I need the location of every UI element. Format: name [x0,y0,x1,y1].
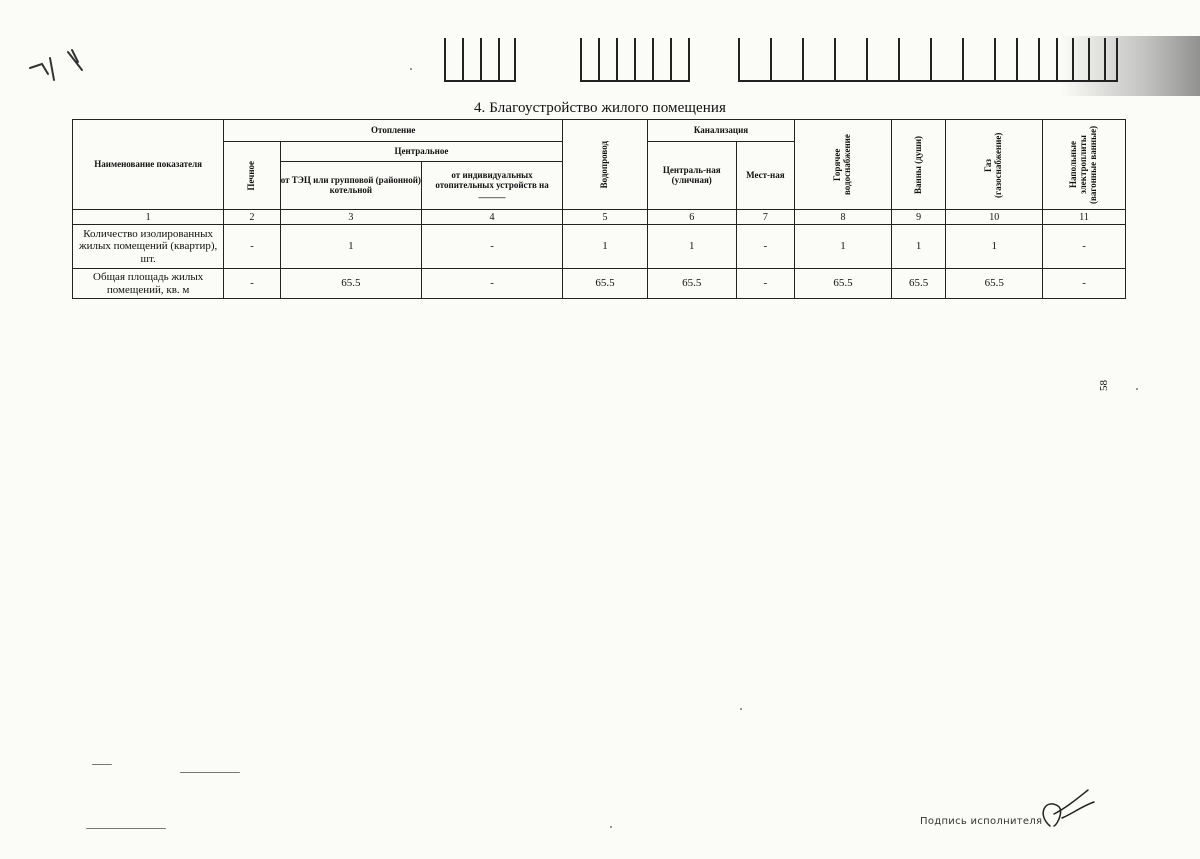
cell-value: - [224,225,280,269]
cell-value: 1 [280,225,421,269]
cell-value: 65.5 [280,269,421,299]
pen-mark [20,40,100,90]
cell-value: 65.5 [795,269,892,299]
header-stove: Печное [224,142,280,210]
amenities-table [72,119,1126,299]
header-from-individual: от индивидуальных отопительных устройств на ______ [421,162,562,210]
column-number: 4 [421,210,562,225]
section-title: 4. Благоустройство жилого помещения [473,100,727,116]
column-number: 1 [73,210,224,225]
cell-value: 1 [647,225,736,269]
table-row [73,269,1126,299]
cell-value: 1 [795,225,892,269]
row-label: Количество изолированных жилых помещений (квартир), шт. [73,225,224,269]
header-sewerage: Канализация [647,120,794,142]
column-number: 9 [891,210,945,225]
column-number: 10 [946,210,1043,225]
header-gas: Газ (газоснабжение) [946,120,1043,210]
header-central: Центральное [280,142,562,162]
cell-value: 1 [563,225,648,269]
barcode-middle [580,38,690,82]
cell-value: 65.5 [563,269,648,299]
column-numbers-row [73,210,1126,225]
page-number: 58 [1098,380,1110,391]
column-number: 5 [563,210,648,225]
column-number: 8 [795,210,892,225]
column-number: 2 [224,210,280,225]
column-number: 6 [647,210,736,225]
signature [1032,784,1102,834]
header-baths: Ванны (души) [891,120,945,210]
cell-value: - [1043,269,1126,299]
cell-value: 1 [946,225,1043,269]
header-from-chp: от ТЭЦ или групповой (районной) котельной [280,162,421,210]
barcode-right [738,38,1118,82]
header-sewer-central: Централь-ная (уличная) [647,142,736,210]
cell-value: 65.5 [891,269,945,299]
header-sewer-local: Мест-ная [736,142,795,210]
cell-value: - [421,225,562,269]
cell-value: - [736,269,795,299]
row-label: Общая площадь жилых помещений, кв. м [73,269,224,299]
cell-value: 65.5 [647,269,736,299]
header-floor-stoves: Напольные электроплиты (вагонные ванные) [1043,120,1126,210]
signature-label: Подпись исполнителя [920,816,1043,827]
cell-value: - [224,269,280,299]
column-number: 7 [736,210,795,225]
header-hot-water: Горячее водоснабжение [795,120,892,210]
header-heating: Отопление [224,120,563,142]
column-number: 11 [1043,210,1126,225]
cell-value: 65.5 [946,269,1043,299]
header-water-supply: Водопровод [563,120,648,210]
barcode-left [444,38,516,82]
column-number: 3 [280,210,421,225]
cell-value: - [736,225,795,269]
cell-value: 1 [891,225,945,269]
header-indicator: Наименование показателя [73,120,224,210]
table-row [73,225,1126,269]
cell-value: - [421,269,562,299]
cell-value: - [1043,225,1126,269]
